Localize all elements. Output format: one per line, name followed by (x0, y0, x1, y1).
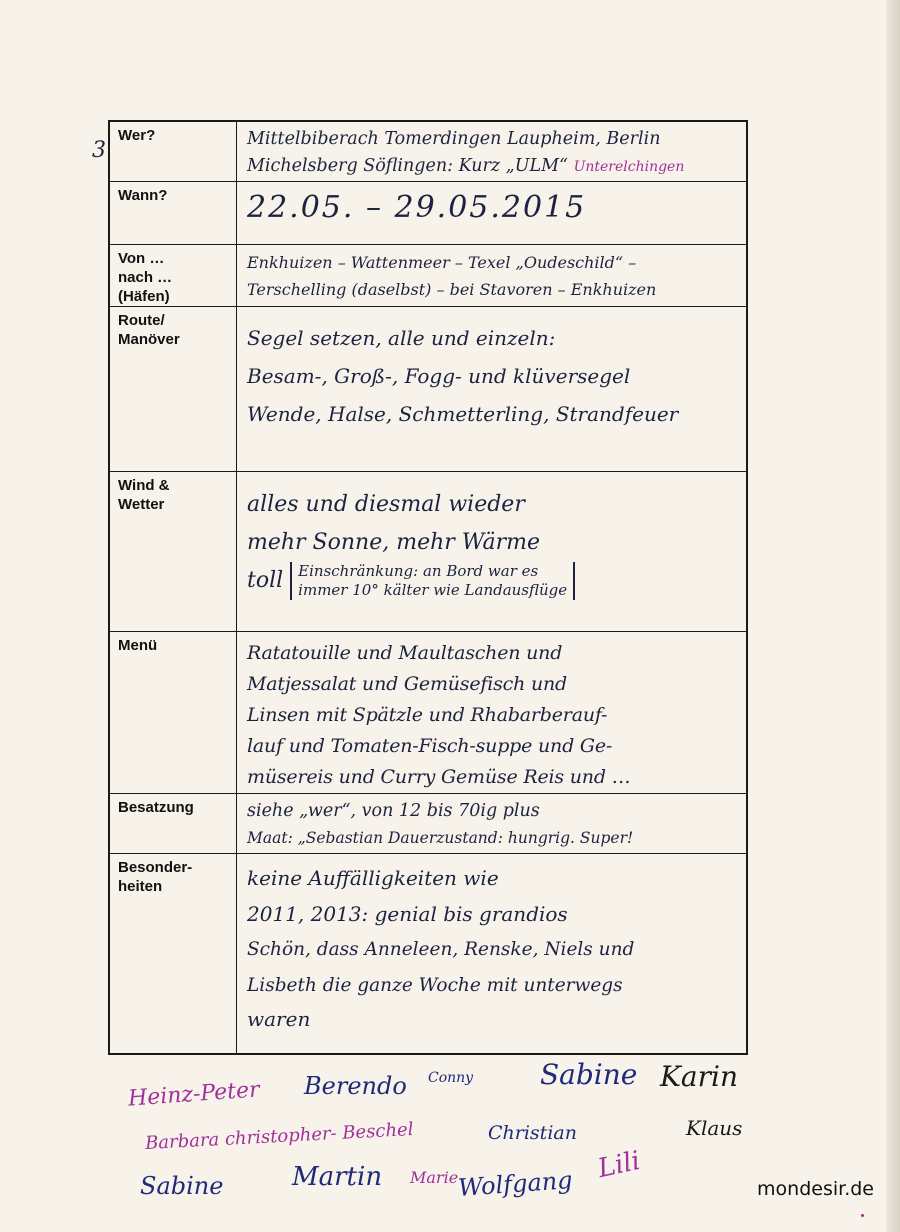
entry-besonderheiten (237, 854, 748, 1054)
besonder-line-3: Schön, dass Anneleen, Renske, Niels und (247, 939, 635, 960)
label-menu: Menü (109, 632, 237, 794)
label-wind: Wind & Wetter (109, 472, 237, 632)
wind-bracket-note: Einschränkung: an Bord war es immer 10° kälter wie Landausflüge (290, 562, 575, 600)
entry-besatzung (237, 794, 748, 854)
row-wind (109, 472, 747, 632)
besatzung-line-2: Maat: „Sebastian Dauerzustand: hungrig. Super! (247, 829, 634, 847)
label-wann: Wann? (109, 182, 237, 245)
entry-wind (237, 472, 748, 632)
label-wer: Wer? (109, 121, 237, 182)
wann-value: 22.05. – 29.05.2015 (247, 190, 587, 225)
signature-martin: Martin (292, 1162, 383, 1192)
route-line-1: Segel setzen, alle und einzeln: (247, 326, 556, 350)
signature-conny: Conny (428, 1070, 474, 1086)
signature-sabine-1: Sabine (540, 1058, 638, 1091)
signature-heinz-peter: Heinz-Peter (127, 1077, 261, 1112)
ink-dot (861, 1214, 864, 1217)
von-line-2: Terschelling (daselbst) – bei Stavoren – Enkhuizen (247, 280, 657, 299)
signature-marie: Marie (410, 1168, 459, 1187)
besonder-line-1: keine Auffälligkeiten wie (247, 866, 499, 890)
signature-klaus: Klaus (686, 1116, 743, 1140)
menu-line-1: Ratatouille und Maultaschen und (247, 642, 563, 664)
signature-lili: Lili (595, 1145, 643, 1185)
row-besatzung (109, 794, 747, 854)
entry-von (237, 245, 748, 307)
route-line-2: Besam-, Groß-, Fogg- und klüversegel (247, 364, 631, 388)
row-wer (109, 121, 747, 182)
wind-line-1: alles und diesmal wieder (247, 492, 525, 517)
margin-mark: 3 (92, 138, 106, 163)
paper-edge (886, 0, 900, 1232)
signature-barbara: Barbara christopher- Beschel (144, 1118, 414, 1155)
row-von (109, 245, 747, 307)
entry-menu (237, 632, 748, 794)
wind-line-2: mehr Sonne, mehr Wärme (247, 530, 540, 555)
row-wann (109, 182, 747, 245)
besonder-line-4: Lisbeth die ganze Woche mit unterwegs (247, 975, 623, 996)
signature-wolfgang: Wolfgang (457, 1166, 574, 1202)
signature-christian: Christian (488, 1122, 577, 1144)
von-line-1: Enkhuizen – Wattenmeer – Texel „Oudeschild“ – (247, 253, 637, 272)
signature-sabine-2: Sabine (140, 1172, 224, 1200)
wer-line-1: Mittelbiberach Tomerdingen Laupheim, Berlin (247, 129, 661, 149)
entry-route (237, 307, 748, 472)
logbook-table (108, 120, 748, 1055)
label-von: Von … nach … (Häfen) (109, 245, 237, 307)
route-line-3: Wende, Halse, Schmetterling, Strandfeuer (247, 402, 679, 426)
besatzung-line-1: siehe „wer“, von 12 bis 70ig plus (247, 801, 540, 821)
label-besatzung: Besatzung (109, 794, 237, 854)
watermark: mondesir.de (757, 1178, 874, 1200)
signature-berendo: Berendo (304, 1072, 407, 1100)
besonder-line-2: 2011, 2013: genial bis grandios (247, 902, 568, 926)
menu-line-4: lauf und Tomaten-Fisch-suppe und Ge- (247, 735, 613, 757)
row-route (109, 307, 747, 472)
wer-note: Unterelchingen (573, 159, 685, 175)
menu-line-5: müsereis und Curry Gemüse Reis und … (247, 766, 631, 788)
wind-line-3: toll Einschränkung: an Bord war es immer 10° kälter wie Landausflüge (247, 562, 738, 600)
menu-line-3: Linsen mit Spätzle und Rhabarberauf- (247, 704, 608, 726)
row-besonderheiten (109, 854, 747, 1054)
besonder-line-5: waren (247, 1007, 311, 1031)
menu-line-2: Matjessalat und Gemüsefisch und (247, 673, 568, 695)
entry-wann (237, 182, 748, 245)
wer-line-2: Michelsberg Söflingen: Kurz „ULM“ Unterelchingen (247, 156, 685, 176)
label-besonderheiten: Besonder- heiten (109, 854, 237, 1054)
row-menu (109, 632, 747, 794)
entry-wer (237, 121, 748, 182)
label-route: Route/ Manöver (109, 307, 237, 472)
signature-karin: Karin (660, 1060, 738, 1093)
